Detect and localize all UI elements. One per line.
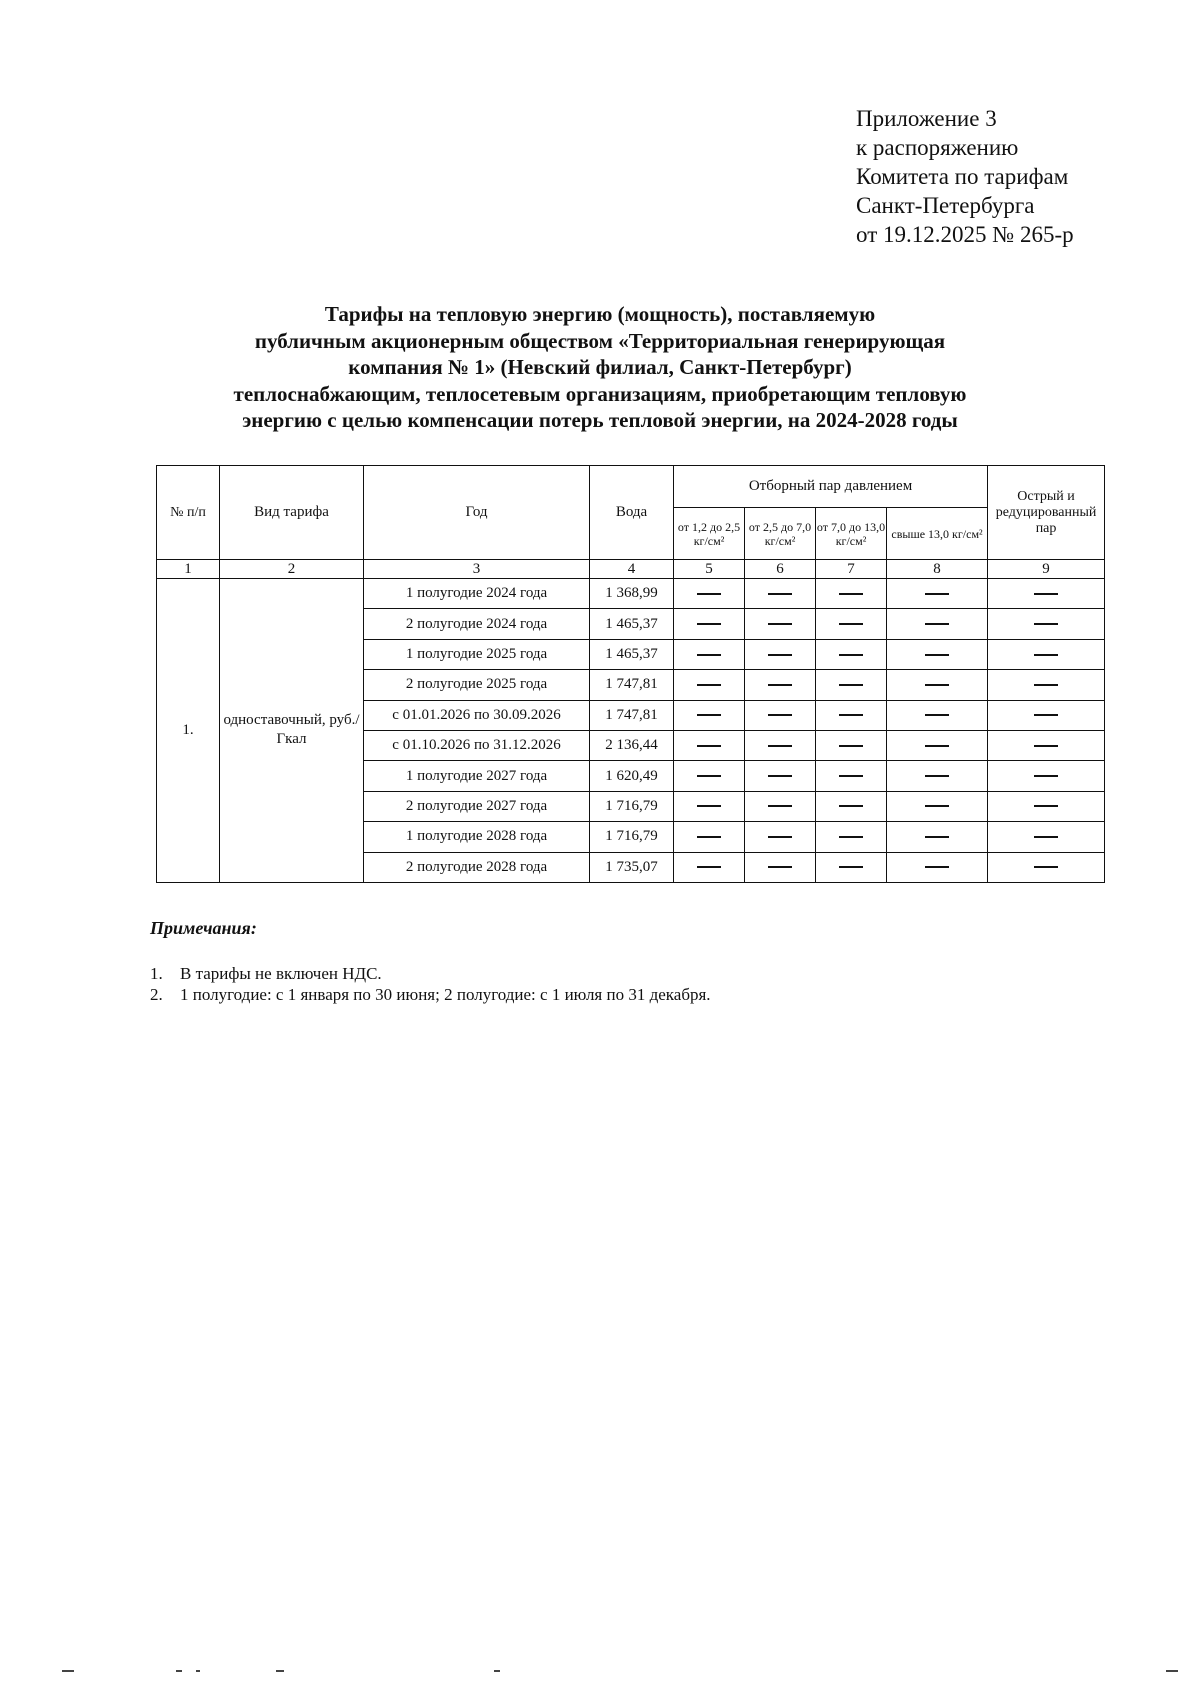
- period-cell: 2 полугодие 2028 года: [364, 852, 590, 882]
- empty-dash: [988, 579, 1105, 609]
- title-line: Тарифы на тепловую энергию (мощность), поставляемую: [324, 302, 876, 326]
- empty-dash: [887, 822, 988, 852]
- period-cell: 1 полугодие 2025 года: [364, 639, 590, 669]
- empty-dash: [745, 852, 816, 882]
- empty-dash: [887, 670, 988, 700]
- empty-dash: [887, 852, 988, 882]
- period-cell: 1 полугодие 2024 года: [364, 579, 590, 609]
- note-number: 2.: [150, 985, 163, 1004]
- empty-dash: [988, 609, 1105, 639]
- empty-dash: [674, 670, 745, 700]
- column-number: 8: [887, 560, 988, 579]
- notes-list: [150, 963, 711, 1005]
- period-cell: 1 полугодие 2027 года: [364, 761, 590, 791]
- empty-dash: [887, 639, 988, 669]
- appendix-line: к распоряжению: [856, 135, 1019, 160]
- scan-mark: [176, 1670, 182, 1672]
- empty-dash: [816, 700, 887, 730]
- empty-dash: [816, 852, 887, 882]
- title-line: публичным акционерным обществом «Территориальная генерирующая: [254, 328, 946, 353]
- appendix-block: [856, 104, 1074, 249]
- empty-dash: [887, 579, 988, 609]
- scan-mark: [196, 1670, 200, 1672]
- header-steam-1: от 1,2 до 2,5 кг/см²: [674, 508, 745, 560]
- empty-dash: [988, 852, 1105, 882]
- scan-mark: [1166, 1670, 1178, 1672]
- water-value: 1 747,81: [590, 700, 674, 730]
- appendix-line: Комитета по тарифам: [856, 164, 1069, 189]
- empty-dash: [745, 609, 816, 639]
- empty-dash: [816, 670, 887, 700]
- header-steam-4: свыше 13,0 кг/см²: [887, 508, 988, 560]
- row-number: 1.: [157, 579, 220, 883]
- header-steam-3: от 7,0 до 13,0 кг/см²: [816, 508, 887, 560]
- empty-dash: [745, 730, 816, 760]
- empty-dash: [745, 670, 816, 700]
- empty-dash: [674, 761, 745, 791]
- empty-dash: [816, 730, 887, 760]
- empty-dash: [816, 791, 887, 821]
- empty-dash: [674, 791, 745, 821]
- empty-dash: [988, 730, 1105, 760]
- scan-mark: [62, 1670, 74, 1672]
- scan-mark: [276, 1670, 284, 1672]
- scan-edge-marks: [0, 1670, 1200, 1674]
- empty-dash: [988, 761, 1105, 791]
- period-cell: 2 полугодие 2024 года: [364, 609, 590, 639]
- empty-dash: [745, 700, 816, 730]
- tariff-kind: одноставочный, руб./Гкал: [220, 579, 364, 883]
- appendix-line: Приложение 3: [856, 106, 997, 131]
- empty-dash: [816, 822, 887, 852]
- empty-dash: [745, 761, 816, 791]
- header-row: [157, 466, 1105, 508]
- note-text: 1 полугодие: с 1 января по 30 июня; 2 полугодие: с 1 июля по 31 декабря.: [180, 985, 711, 1004]
- water-value: 1 716,79: [590, 822, 674, 852]
- header-sharp-steam: Острый и редуцированный пар: [988, 466, 1105, 560]
- column-number: 9: [988, 560, 1105, 579]
- column-number: 1: [157, 560, 220, 579]
- empty-dash: [674, 730, 745, 760]
- header-num: № п/п: [157, 466, 220, 560]
- tariff-table: [156, 465, 1105, 883]
- column-number: 6: [745, 560, 816, 579]
- empty-dash: [988, 639, 1105, 669]
- empty-dash: [816, 579, 887, 609]
- empty-dash: [887, 609, 988, 639]
- water-value: 1 735,07: [590, 852, 674, 882]
- empty-dash: [674, 639, 745, 669]
- title-line: энергию с целью компенсации потерь тепловой энергии, на 2024-2028 годы: [242, 408, 958, 432]
- column-number: 5: [674, 560, 745, 579]
- scan-mark: [494, 1670, 500, 1672]
- header-kind: Вид тарифа: [220, 466, 364, 560]
- empty-dash: [887, 761, 988, 791]
- column-number: 7: [816, 560, 887, 579]
- header-steam-2: от 2,5 до 7,0 кг/см²: [745, 508, 816, 560]
- water-value: 1 716,79: [590, 791, 674, 821]
- water-value: 1 465,37: [590, 639, 674, 669]
- column-number: 3: [364, 560, 590, 579]
- appendix-line: от 19.12.2025 № 265-р: [856, 222, 1074, 247]
- empty-dash: [887, 700, 988, 730]
- column-number: 4: [590, 560, 674, 579]
- period-cell: 2 полугодие 2027 года: [364, 791, 590, 821]
- empty-dash: [887, 791, 988, 821]
- title-line: компания № 1» (Невский филиал, Санкт-Петербург): [348, 355, 852, 379]
- note-number: 1.: [150, 964, 163, 983]
- empty-dash: [988, 700, 1105, 730]
- water-value: 1 368,99: [590, 579, 674, 609]
- water-value: 1 465,37: [590, 609, 674, 639]
- empty-dash: [988, 791, 1105, 821]
- column-number-row: [157, 560, 1105, 579]
- empty-dash: [674, 609, 745, 639]
- empty-dash: [988, 670, 1105, 700]
- period-cell: 2 полугодие 2025 года: [364, 670, 590, 700]
- empty-dash: [887, 730, 988, 760]
- empty-dash: [745, 639, 816, 669]
- list-item: [150, 984, 711, 1005]
- water-value: 1 620,49: [590, 761, 674, 791]
- water-value: 1 747,81: [590, 670, 674, 700]
- empty-dash: [745, 822, 816, 852]
- title-line: теплоснабжающим, теплосетевым организациям, приобретающим тепловую: [233, 381, 967, 406]
- empty-dash: [745, 791, 816, 821]
- header-steam-group: Отборный пар давлением: [674, 466, 988, 508]
- empty-dash: [816, 761, 887, 791]
- list-item: [150, 963, 711, 984]
- empty-dash: [988, 822, 1105, 852]
- appendix-line: Санкт-Петербурга: [856, 193, 1035, 218]
- empty-dash: [816, 609, 887, 639]
- empty-dash: [674, 822, 745, 852]
- empty-dash: [816, 639, 887, 669]
- water-value: 2 136,44: [590, 730, 674, 760]
- column-number: 2: [220, 560, 364, 579]
- period-cell: с 01.01.2026 по 30.09.2026: [364, 700, 590, 730]
- empty-dash: [674, 579, 745, 609]
- document-title: [150, 301, 1050, 434]
- header-water: Вода: [590, 466, 674, 560]
- note-text: В тарифы не включен НДС.: [180, 964, 382, 983]
- notes-title: Примечания:: [150, 918, 257, 938]
- period-cell: с 01.10.2026 по 31.12.2026: [364, 730, 590, 760]
- period-cell: 1 полугодие 2028 года: [364, 822, 590, 852]
- table-row: [157, 579, 1105, 609]
- empty-dash: [745, 579, 816, 609]
- empty-dash: [674, 700, 745, 730]
- header-year: Год: [364, 466, 590, 560]
- empty-dash: [674, 852, 745, 882]
